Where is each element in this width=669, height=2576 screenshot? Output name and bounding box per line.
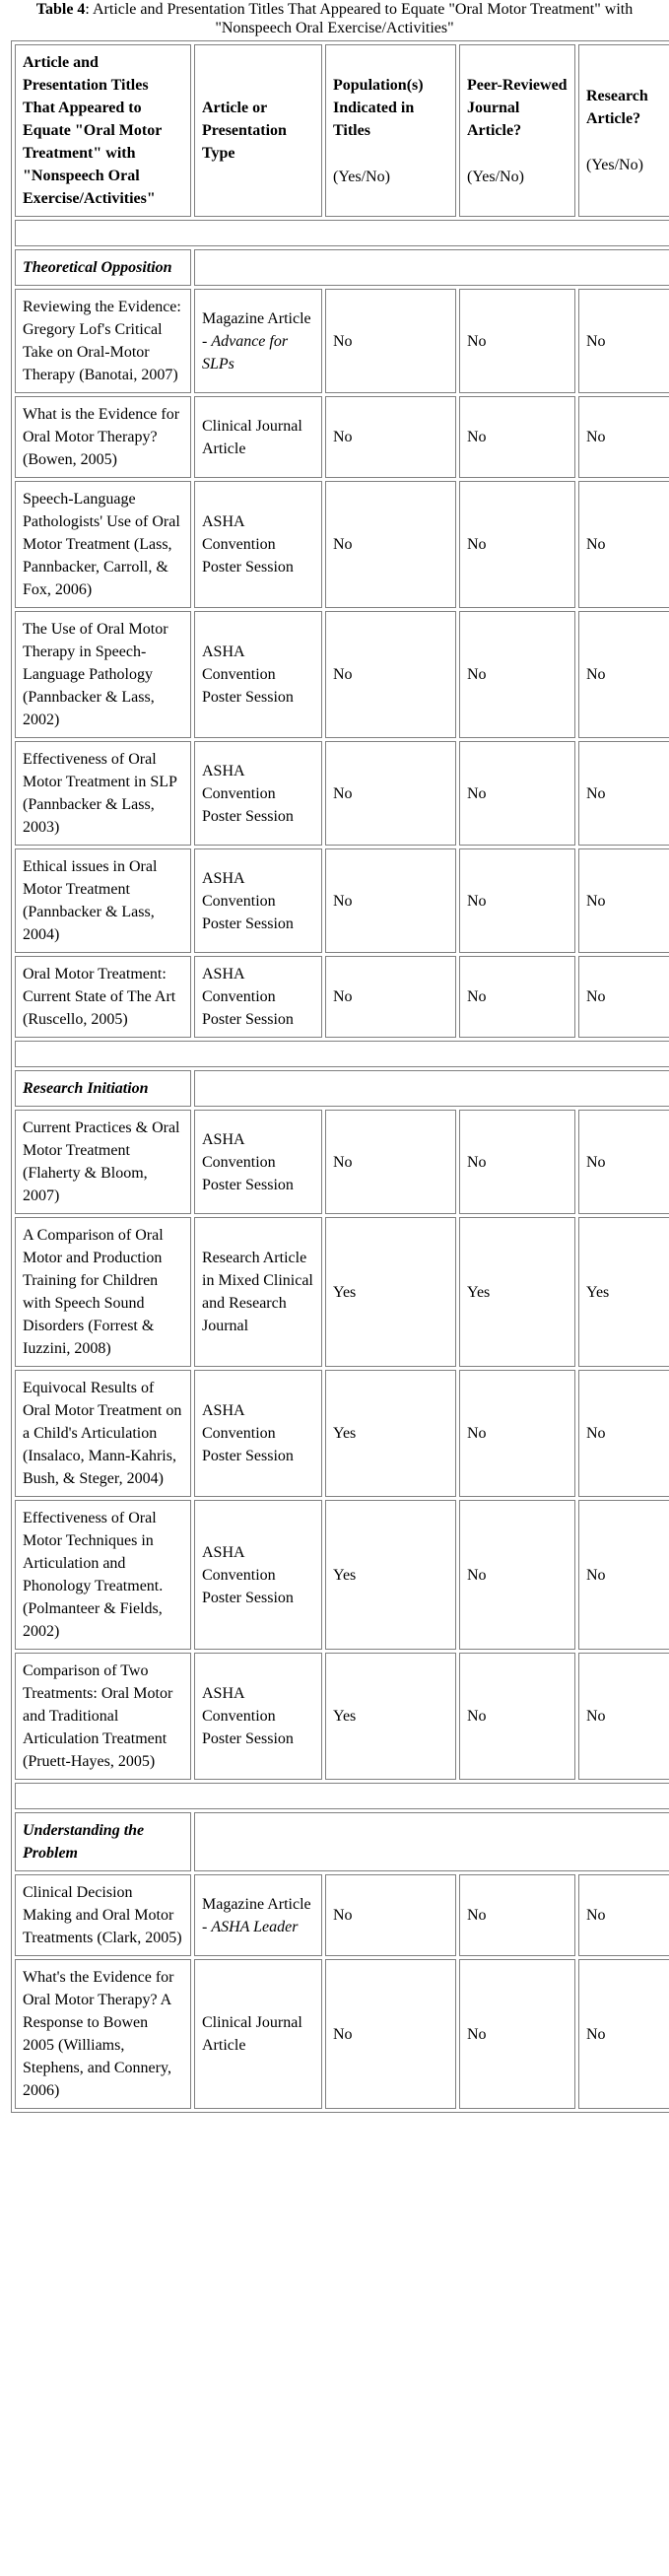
- cell-title: A Comparison of Oral Motor and Production Training for Children with Speech Sound Disorders (Forrest & Iuzzini, 2008): [15, 1217, 191, 1367]
- table-body: [15, 220, 669, 2109]
- section-header-row: [15, 1812, 669, 1871]
- table-row: [15, 1110, 669, 1214]
- table-row: [15, 848, 669, 953]
- cell-population: No: [325, 611, 456, 738]
- table-row: [15, 1370, 669, 1497]
- cell-research: No: [578, 1370, 669, 1497]
- table-row: [15, 289, 669, 393]
- cell-title: The Use of Oral Motor Therapy in Speech-Language Pathology (Pannbacker & Lass, 2002): [15, 611, 191, 738]
- cell-title: Oral Motor Treatment: Current State of The Art (Ruscello, 2005): [15, 956, 191, 1038]
- cell-peer-reviewed: No: [459, 1500, 575, 1650]
- header-population-sub: (Yes/No): [333, 168, 390, 185]
- spacer-cell: [15, 220, 669, 246]
- cell-population: No: [325, 1874, 456, 1956]
- cell-type: [194, 1500, 322, 1650]
- section-blank-cell: [194, 1070, 669, 1107]
- cell-type: [194, 848, 322, 953]
- cell-peer-reviewed: No: [459, 741, 575, 846]
- table-caption: [0, 0, 669, 37]
- type-text: ASHA Convention Poster Session: [202, 513, 294, 576]
- header-research: Research Article? (Yes/No): [578, 44, 669, 217]
- cell-type: [194, 1110, 322, 1214]
- header-row: [15, 44, 669, 217]
- section-blank-cell: [194, 249, 669, 286]
- cell-population: No: [325, 289, 456, 393]
- cell-type: [194, 481, 322, 608]
- table-row: [15, 481, 669, 608]
- section-header-row: [15, 249, 669, 286]
- cell-research: No: [578, 741, 669, 846]
- cell-type: [194, 1370, 322, 1497]
- cell-type: [194, 1959, 322, 2109]
- cell-research: No: [578, 1959, 669, 2109]
- type-text: ASHA Convention Poster Session: [202, 762, 294, 825]
- spacer-row: [15, 1041, 669, 1067]
- cell-research: No: [578, 1110, 669, 1214]
- cell-peer-reviewed: Yes: [459, 1217, 575, 1367]
- spacer-row: [15, 1783, 669, 1809]
- cell-title: Speech-Language Pathologists' Use of Oral Motor Treatment (Lass, Pannbacker, Carroll, & Fox, 2006): [15, 481, 191, 608]
- cell-title: Clinical Decision Making and Oral Motor Treatments (Clark, 2005): [15, 1874, 191, 1956]
- table-row: [15, 1217, 669, 1367]
- cell-title: What is the Evidence for Oral Motor Therapy? (Bowen, 2005): [15, 396, 191, 478]
- cell-population: No: [325, 956, 456, 1038]
- spacer-cell: [15, 1041, 669, 1067]
- cell-peer-reviewed: No: [459, 1110, 575, 1214]
- cell-population: Yes: [325, 1370, 456, 1497]
- type-text: Magazine Article -: [202, 1895, 311, 1935]
- header-peer-reviewed: Peer-Reviewed Journal Article? (Yes/No): [459, 44, 575, 217]
- cell-title: Effectiveness of Oral Motor Techniques in Articulation and Phonology Treatment. (Polmanteer & Fields, 2002): [15, 1500, 191, 1650]
- section-title: Theoretical Opposition: [15, 249, 191, 286]
- cell-title: Equivocal Results of Oral Motor Treatment on a Child's Articulation (Insalaco, Mann-Kahris, Bush, & Steger, 2004): [15, 1370, 191, 1497]
- table-row: [15, 1653, 669, 1780]
- cell-research: No: [578, 848, 669, 953]
- header-peer-sub: (Yes/No): [467, 168, 524, 185]
- table-row: [15, 741, 669, 846]
- table-row: [15, 1500, 669, 1650]
- cell-title: Ethical issues in Oral Motor Treatment (Pannbacker & Lass, 2004): [15, 848, 191, 953]
- cell-research: Yes: [578, 1217, 669, 1367]
- cell-research: No: [578, 289, 669, 393]
- cell-research: No: [578, 1874, 669, 1956]
- type-publication: Advance for SLPs: [202, 332, 289, 373]
- cell-peer-reviewed: No: [459, 289, 575, 393]
- cell-type: [194, 1217, 322, 1367]
- cell-population: Yes: [325, 1500, 456, 1650]
- cell-peer-reviewed: No: [459, 956, 575, 1038]
- type-text: Magazine Article -: [202, 309, 311, 350]
- type-text: Clinical Journal Article: [202, 2014, 302, 2054]
- cell-title: Current Practices & Oral Motor Treatment (Flaherty & Bloom, 2007): [15, 1110, 191, 1214]
- table-row: [15, 1874, 669, 1956]
- cell-type: [194, 1874, 322, 1956]
- caption-label: Table 4: [35, 1, 86, 18]
- cell-research: No: [578, 611, 669, 738]
- cell-research: No: [578, 481, 669, 608]
- cell-peer-reviewed: No: [459, 1653, 575, 1780]
- header-population: Population(s) Indicated in Titles (Yes/No): [325, 44, 456, 217]
- cell-peer-reviewed: No: [459, 396, 575, 478]
- table-row: [15, 396, 669, 478]
- type-text: ASHA Convention Poster Session: [202, 1402, 294, 1464]
- cell-research: No: [578, 956, 669, 1038]
- cell-title: What's the Evidence for Oral Motor Therapy? A Response to Bowen 2005 (Williams, Stephens, and Connery, 2006): [15, 1959, 191, 2109]
- type-text: ASHA Convention Poster Session: [202, 966, 294, 1028]
- spacer-row: [15, 220, 669, 246]
- cell-peer-reviewed: No: [459, 1370, 575, 1497]
- header-research-sub: (Yes/No): [586, 157, 643, 173]
- cell-peer-reviewed: No: [459, 848, 575, 953]
- type-text: ASHA Convention Poster Session: [202, 1130, 294, 1193]
- section-title: Research Initiation: [15, 1070, 191, 1107]
- cell-population: Yes: [325, 1217, 456, 1367]
- cell-peer-reviewed: No: [459, 1874, 575, 1956]
- type-text: ASHA Convention Poster Session: [202, 644, 294, 706]
- table-row: [15, 1959, 669, 2109]
- table-row: [15, 956, 669, 1038]
- cell-population: No: [325, 848, 456, 953]
- section-blank-cell: [194, 1812, 669, 1871]
- type-text: Clinical Journal Article: [202, 417, 302, 457]
- cell-title: Reviewing the Evidence: Gregory Lof's Critical Take on Oral-Motor Therapy (Banotai, 2007): [15, 289, 191, 393]
- cell-population: Yes: [325, 1653, 456, 1780]
- cell-type: [194, 289, 322, 393]
- cell-research: No: [578, 1653, 669, 1780]
- cell-title: Comparison of Two Treatments: Oral Motor and Traditional Articulation Treatment (Pruett-Hayes, 2005): [15, 1653, 191, 1780]
- spacer-cell: [15, 1783, 669, 1809]
- type-text: ASHA Convention Poster Session: [202, 869, 294, 932]
- cell-type: [194, 611, 322, 738]
- cell-population: No: [325, 1959, 456, 2109]
- cell-type: [194, 741, 322, 846]
- cell-type: [194, 1653, 322, 1780]
- cell-type: [194, 956, 322, 1038]
- cell-population: No: [325, 741, 456, 846]
- type-text: Research Article in Mixed Clinical and Research Journal: [202, 1250, 313, 1334]
- type-text: ASHA Convention Poster Session: [202, 1685, 294, 1747]
- cell-title: Effectiveness of Oral Motor Treatment in SLP (Pannbacker & Lass, 2003): [15, 741, 191, 846]
- table-row: [15, 611, 669, 738]
- cell-population: No: [325, 481, 456, 608]
- cell-population: No: [325, 1110, 456, 1214]
- type-text: ASHA Convention Poster Session: [202, 1543, 294, 1606]
- header-type: Article or Presentation Type: [194, 44, 322, 217]
- cell-peer-reviewed: No: [459, 1959, 575, 2109]
- cell-research: No: [578, 396, 669, 478]
- caption-text: : Article and Presentation Titles That Appeared to Equate "Oral Motor Treatment" with "Nonspeech Oral Exercise/Activities": [85, 1, 634, 36]
- cell-peer-reviewed: No: [459, 481, 575, 608]
- articles-table: [11, 40, 669, 2113]
- cell-peer-reviewed: No: [459, 611, 575, 738]
- section-header-row: [15, 1070, 669, 1107]
- cell-population: No: [325, 396, 456, 478]
- type-publication: ASHA Leader: [211, 1918, 299, 1935]
- cell-research: No: [578, 1500, 669, 1650]
- cell-type: [194, 396, 322, 478]
- header-titles: Article and Presentation Titles That Appeared to Equate "Oral Motor Treatment" with "Nonspeech Oral Exercise/Activities": [15, 44, 191, 217]
- section-title: Understanding the Problem: [15, 1812, 191, 1871]
